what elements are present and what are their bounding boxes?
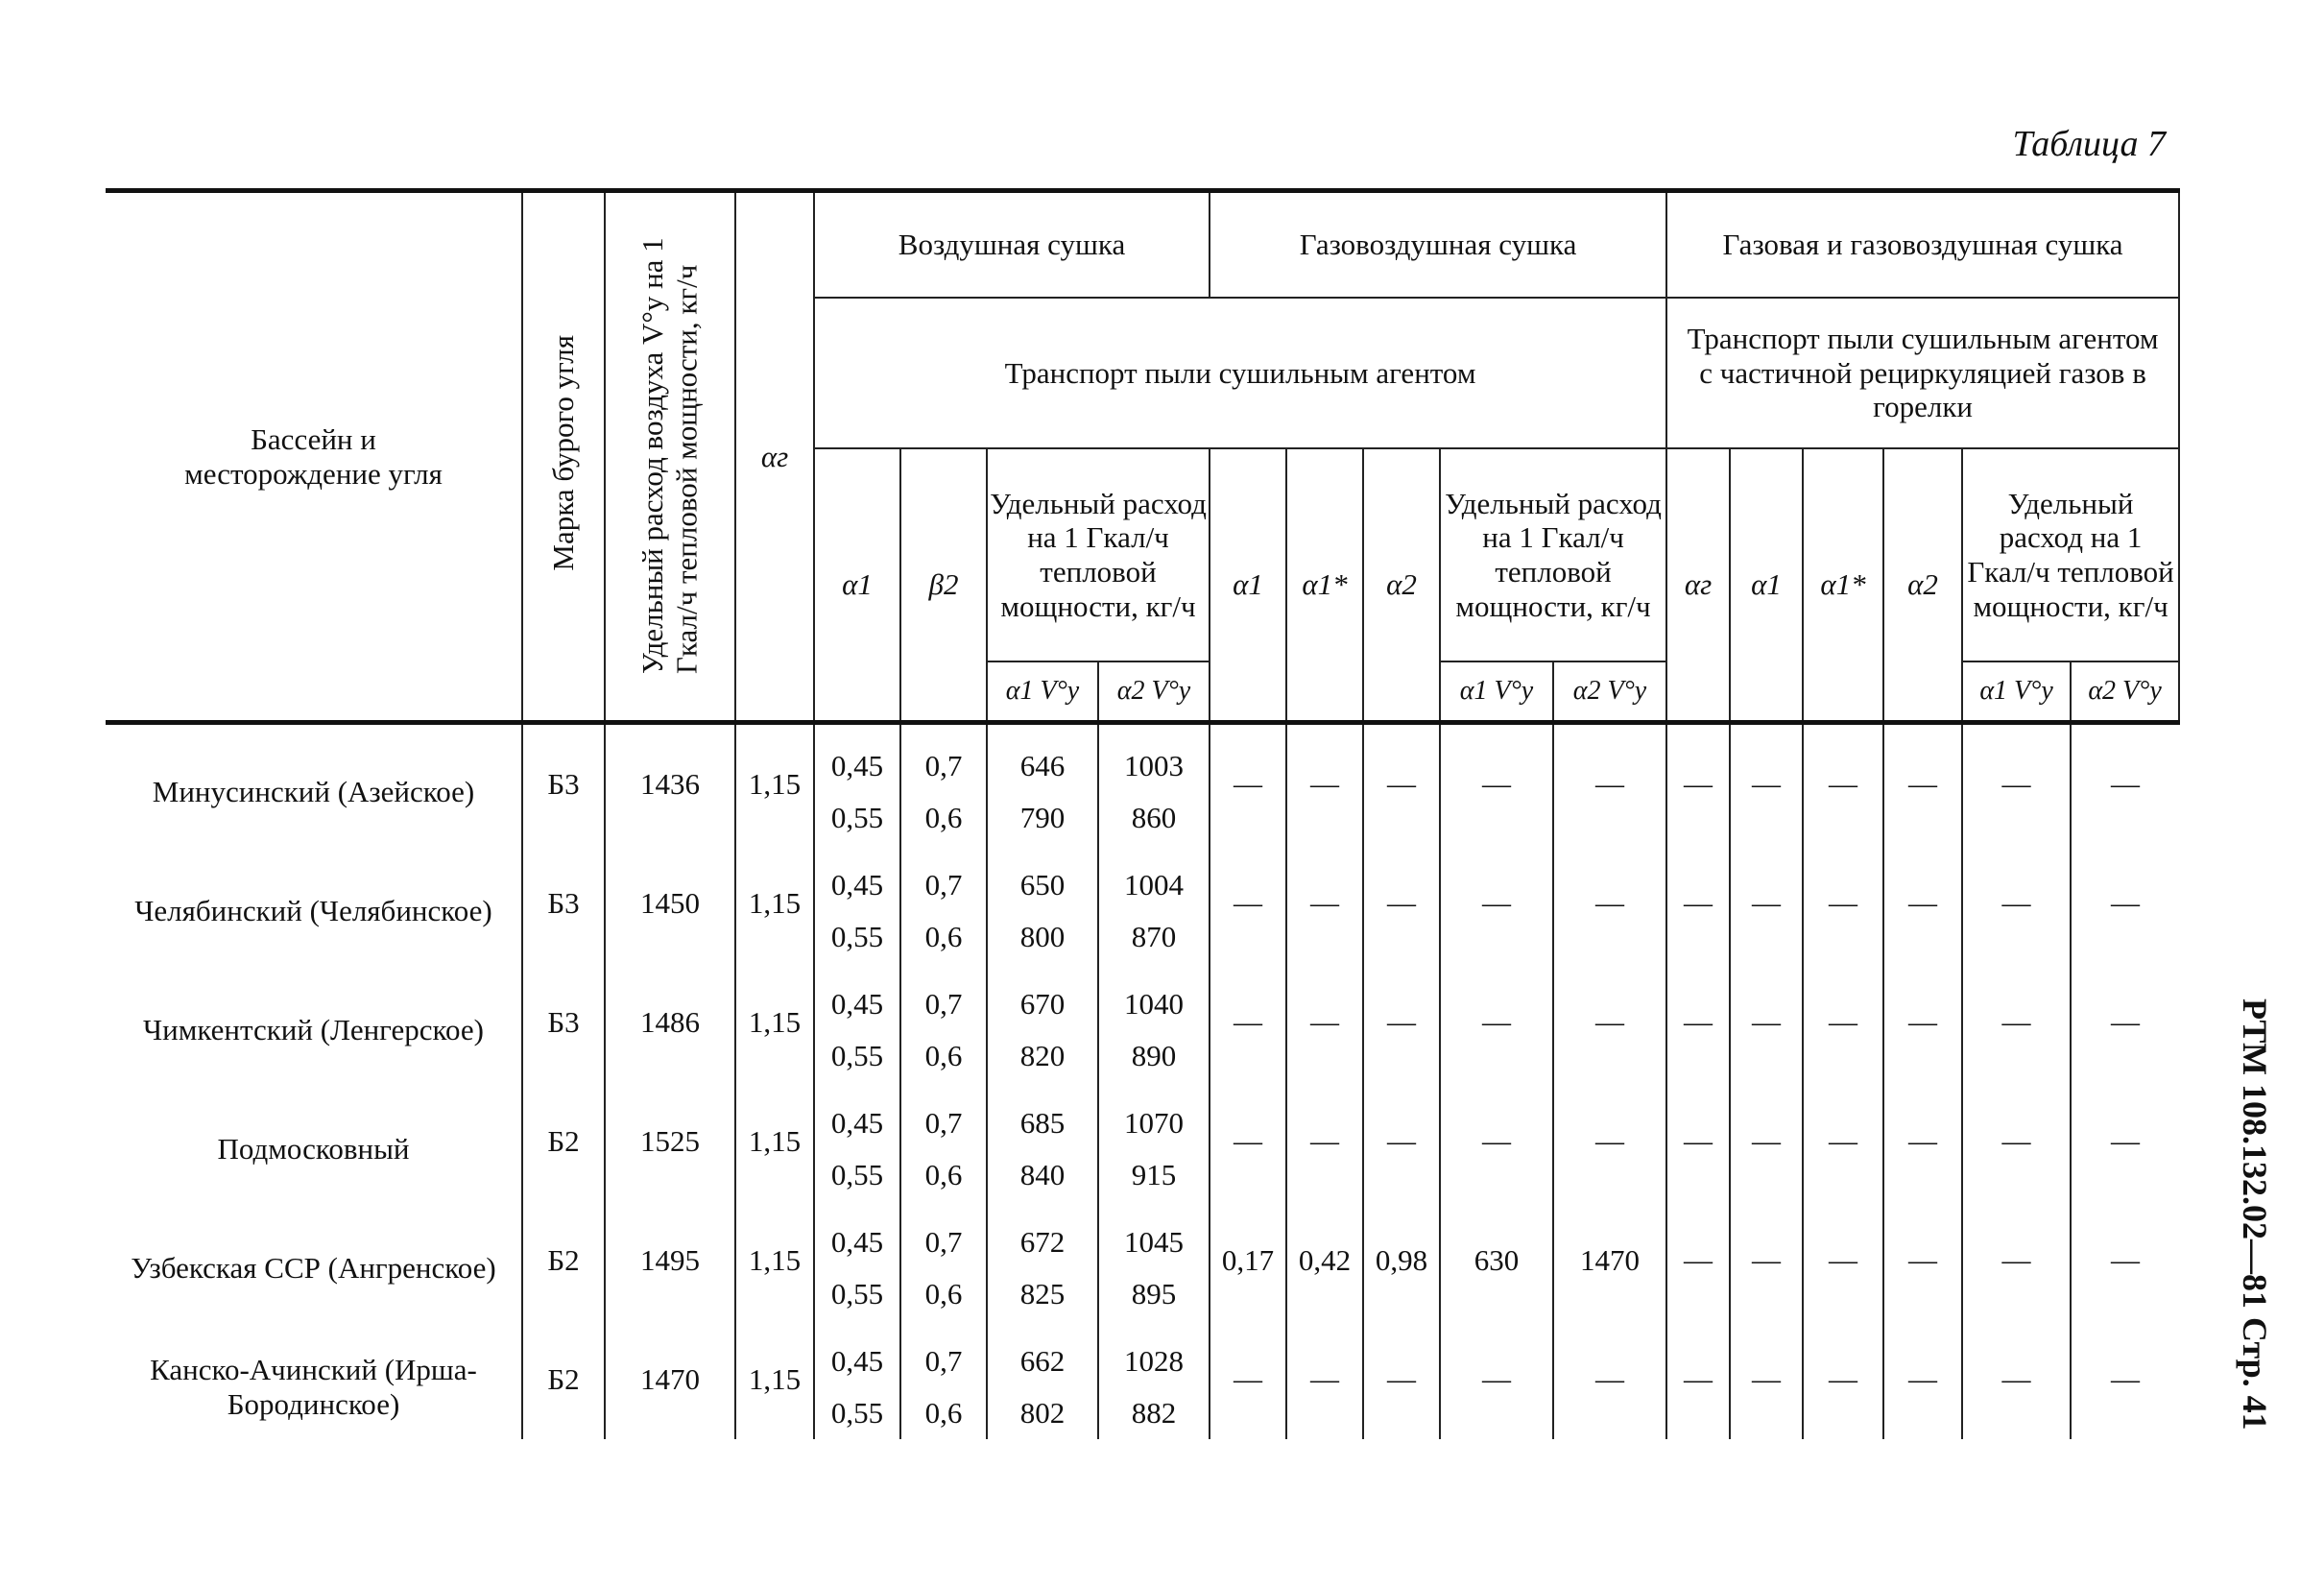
- table-row: [106, 723, 2179, 793]
- row-a1v: 802: [987, 1387, 1098, 1439]
- row-ag: 1,15: [735, 723, 814, 845]
- row-a1: 0,55: [814, 1030, 900, 1082]
- header-spec-air-text: Удельный расход воздуха V°у на 1 Гкал/ч тепловой мощности, кг/ч: [635, 236, 704, 674]
- row-ag: 1,15: [735, 963, 814, 1082]
- row-a2v: 890: [1098, 1030, 1210, 1082]
- row-a2v: 1003: [1098, 723, 1210, 793]
- row-gv-a1v: 630: [1440, 1201, 1553, 1320]
- row-gv-a2v: —: [1553, 1320, 1666, 1439]
- side-page-label: [2236, 998, 2313, 1498]
- row-a1v: 685: [987, 1082, 1098, 1149]
- header-gv-a1: α1: [1210, 448, 1286, 723]
- row-g-a1: —: [1730, 1320, 1803, 1439]
- row-gv-a1s: —: [1286, 1082, 1363, 1201]
- row-grade: Б2: [522, 1201, 605, 1320]
- row-name: Канско-Ачинский (Ирша-Бородинское): [150, 1353, 477, 1421]
- row-gv-a2v: —: [1553, 963, 1666, 1082]
- row-gv-a1v: —: [1440, 1082, 1553, 1201]
- row-a1v: 650: [987, 844, 1098, 911]
- header-transport-recirc: Транспорт пыли сушильным агентом с частичной рециркуляцией газов в горелки: [1666, 298, 2179, 448]
- row-name: Подмосковный: [217, 1132, 410, 1166]
- row-a1v: 662: [987, 1320, 1098, 1387]
- row-gv-a1v: —: [1440, 1320, 1553, 1439]
- row-a1: 0,55: [814, 1268, 900, 1320]
- row-gv-a2v: —: [1553, 723, 1666, 845]
- row-gv-a2: —: [1363, 844, 1440, 963]
- row-g-ag: —: [1666, 1082, 1730, 1201]
- row-g-a1s: —: [1803, 844, 1883, 963]
- table-row: [106, 1320, 2179, 1387]
- coal-table: [106, 188, 2180, 1439]
- row-b2: 0,7: [900, 723, 987, 793]
- row-gv-a1: 0,17: [1210, 1201, 1286, 1320]
- table-row: [106, 844, 2179, 911]
- row-b2: 0,7: [900, 844, 987, 911]
- row-gv-a2: —: [1363, 1320, 1440, 1439]
- row-a2v: 1070: [1098, 1082, 1210, 1149]
- header-specific-air: Удельный расход на 1 Гкал/ч тепловой мощности, кг/ч: [987, 448, 1210, 661]
- row-gv-a1s: —: [1286, 963, 1363, 1082]
- table-caption: Таблица 7: [2012, 124, 2166, 164]
- row-v: 1450: [605, 844, 735, 963]
- row-b2: 0,7: [900, 1320, 987, 1387]
- row-gv-a2: —: [1363, 963, 1440, 1082]
- row-g-a1s: —: [1803, 1201, 1883, 1320]
- row-v: 1486: [605, 963, 735, 1082]
- row-gv-a2v: —: [1553, 844, 1666, 963]
- row-a1: 0,55: [814, 911, 900, 963]
- row-gv-a1v: —: [1440, 723, 1553, 845]
- row-a1: 0,45: [814, 844, 900, 911]
- row-g-ag: —: [1666, 844, 1730, 963]
- header-g-a2v: α2 V°у: [2071, 661, 2179, 723]
- row-a2v: 860: [1098, 792, 1210, 844]
- row-b2: 0,6: [900, 792, 987, 844]
- row-g-a1: —: [1730, 844, 1803, 963]
- row-g-a1: —: [1730, 963, 1803, 1082]
- row-ag: 1,15: [735, 1082, 814, 1201]
- row-name: Челябинский (Челябинское): [134, 894, 492, 928]
- header-b2: β2: [900, 448, 987, 723]
- row-g-a1: —: [1730, 723, 1803, 845]
- row-grade: Б3: [522, 844, 605, 963]
- header-air-a2v: α2 V°у: [1098, 661, 1210, 723]
- row-gv-a1v: —: [1440, 844, 1553, 963]
- row-g-a2: —: [1883, 963, 1962, 1082]
- header-a1: α1: [814, 448, 900, 723]
- row-gv-a2v: 1470: [1553, 1201, 1666, 1320]
- row-gv-a1s: —: [1286, 1320, 1363, 1439]
- row-a2v: 1028: [1098, 1320, 1210, 1387]
- row-gv-a1s: —: [1286, 844, 1363, 963]
- row-a1: 0,45: [814, 1320, 900, 1387]
- row-gv-a2v: —: [1553, 1082, 1666, 1201]
- row-g-a2v: —: [2071, 1201, 2179, 1320]
- table-header: [106, 191, 2179, 723]
- row-gv-a2: 0,98: [1363, 1201, 1440, 1320]
- row-a1v: 790: [987, 792, 1098, 844]
- row-g-a2v: —: [2071, 723, 2179, 845]
- row-a1v: 670: [987, 963, 1098, 1030]
- header-gv-a1s: α1*: [1286, 448, 1363, 723]
- row-g-a1s: —: [1803, 1320, 1883, 1439]
- row-g-a1v: —: [1962, 723, 2071, 845]
- header-air-a1v: α1 V°у: [987, 661, 1098, 723]
- side-page-label-text: РТМ 108.132.02—81 Стр. 41: [2236, 998, 2274, 1431]
- row-g-a2: —: [1883, 1320, 1962, 1439]
- row-g-a1s: —: [1803, 1082, 1883, 1201]
- row-b2: 0,6: [900, 1268, 987, 1320]
- row-g-ag: —: [1666, 723, 1730, 845]
- row-g-a1: —: [1730, 1082, 1803, 1201]
- row-a1v: 820: [987, 1030, 1098, 1082]
- row-b2: 0,7: [900, 1082, 987, 1149]
- header-specific-gas: Удельный расход на 1 Гкал/ч тепловой мощности, кг/ч: [1962, 448, 2179, 661]
- row-a1: 0,55: [814, 792, 900, 844]
- row-g-ag: —: [1666, 963, 1730, 1082]
- row-ag: 1,15: [735, 844, 814, 963]
- row-a2v: 1040: [1098, 963, 1210, 1030]
- row-gv-a2: —: [1363, 723, 1440, 845]
- row-gv-a1v: —: [1440, 963, 1553, 1082]
- row-a1v: 672: [987, 1201, 1098, 1268]
- row-gv-a1s: —: [1286, 723, 1363, 845]
- table-body: [106, 723, 2179, 1440]
- row-a2v: 1045: [1098, 1201, 1210, 1268]
- row-gv-a2: —: [1363, 1082, 1440, 1201]
- row-gv-a1: —: [1210, 963, 1286, 1082]
- row-b2: 0,6: [900, 1149, 987, 1201]
- row-g-a2v: —: [2071, 844, 2179, 963]
- row-gv-a1: —: [1210, 723, 1286, 845]
- header-g-a1: α1: [1730, 448, 1803, 723]
- row-a2v: 1004: [1098, 844, 1210, 911]
- row-a1: 0,45: [814, 1201, 900, 1268]
- row-name: Чимкентский (Ленгерское): [143, 1013, 484, 1047]
- row-b2: 0,6: [900, 1387, 987, 1439]
- row-a1v: 646: [987, 723, 1098, 793]
- row-g-a1v: —: [1962, 1201, 2071, 1320]
- row-name: Минусинский (Азейское): [152, 775, 475, 809]
- row-g-a1v: —: [1962, 1320, 2071, 1439]
- row-a1: 0,55: [814, 1387, 900, 1439]
- header-gv-a1v: α1 V°у: [1440, 661, 1553, 723]
- row-a1v: 825: [987, 1268, 1098, 1320]
- row-a1: 0,55: [814, 1149, 900, 1201]
- header-gv-a2v: α2 V°у: [1553, 661, 1666, 723]
- row-g-a2: —: [1883, 723, 1962, 845]
- row-g-a1v: —: [1962, 963, 2071, 1082]
- header-grade-text: Марка бурого угля: [546, 334, 581, 571]
- row-gv-a1s: 0,42: [1286, 1201, 1363, 1320]
- row-a1: 0,45: [814, 723, 900, 793]
- header-g-a2: α2: [1883, 448, 1962, 723]
- group-gas: Газовая и газовоздушная сушка: [1666, 191, 2179, 299]
- row-v: 1436: [605, 723, 735, 845]
- group-gas-air: Газовоздушная сушка: [1210, 191, 1666, 299]
- row-b2: 0,6: [900, 1030, 987, 1082]
- row-a2v: 915: [1098, 1149, 1210, 1201]
- header-g-ag: αг: [1666, 448, 1730, 723]
- row-g-a1s: —: [1803, 723, 1883, 845]
- row-a1v: 800: [987, 911, 1098, 963]
- row-ag: 1,15: [735, 1201, 814, 1320]
- header-alpha-g: αг: [735, 191, 814, 723]
- row-ag: 1,15: [735, 1320, 814, 1439]
- header-g-a1v: α1 V°у: [1962, 661, 2071, 723]
- header-gv-a2: α2: [1363, 448, 1440, 723]
- header-specific-gas-air: Удельный расход на 1 Гкал/ч тепловой мощности, кг/ч: [1440, 448, 1666, 661]
- row-b2: 0,7: [900, 1201, 987, 1268]
- row-g-a2: —: [1883, 844, 1962, 963]
- row-gv-a1: —: [1210, 1082, 1286, 1201]
- row-g-a1s: —: [1803, 963, 1883, 1082]
- group-air: Воздушная сушка: [814, 191, 1210, 299]
- row-g-a2: —: [1883, 1201, 1962, 1320]
- row-grade: Б2: [522, 1320, 605, 1439]
- row-b2: 0,7: [900, 963, 987, 1030]
- row-g-ag: —: [1666, 1320, 1730, 1439]
- row-g-a2v: —: [2071, 963, 2179, 1082]
- row-name: Узбекская ССР (Ангренское): [131, 1251, 496, 1286]
- row-grade: Б2: [522, 1082, 605, 1201]
- row-gv-a1: —: [1210, 844, 1286, 963]
- row-g-a2: —: [1883, 1082, 1962, 1201]
- header-transport: Транспорт пыли сушильным агентом: [814, 298, 1666, 448]
- table-row: [106, 963, 2179, 1030]
- row-g-a1v: —: [1962, 1082, 2071, 1201]
- row-v: 1470: [605, 1320, 735, 1439]
- header-basin: Бассейн и месторождение угля: [106, 191, 522, 723]
- row-a1v: 840: [987, 1149, 1098, 1201]
- row-g-a2v: —: [2071, 1082, 2179, 1201]
- header-spec-air: [605, 191, 735, 723]
- row-a1: 0,45: [814, 1082, 900, 1149]
- row-g-ag: —: [1666, 1201, 1730, 1320]
- row-grade: Б3: [522, 723, 605, 845]
- row-g-a1v: —: [1962, 844, 2071, 963]
- table-row: [106, 1201, 2179, 1268]
- row-g-a1: —: [1730, 1201, 1803, 1320]
- row-g-a2v: —: [2071, 1320, 2179, 1439]
- row-v: 1495: [605, 1201, 735, 1320]
- header-g-a1s: α1*: [1803, 448, 1883, 723]
- row-a2v: 882: [1098, 1387, 1210, 1439]
- header-grade: [522, 191, 605, 723]
- row-a2v: 870: [1098, 911, 1210, 963]
- row-v: 1525: [605, 1082, 735, 1201]
- row-b2: 0,6: [900, 911, 987, 963]
- row-a2v: 895: [1098, 1268, 1210, 1320]
- row-a1: 0,45: [814, 963, 900, 1030]
- row-grade: Б3: [522, 963, 605, 1082]
- table-row: [106, 1082, 2179, 1149]
- row-gv-a1: —: [1210, 1320, 1286, 1439]
